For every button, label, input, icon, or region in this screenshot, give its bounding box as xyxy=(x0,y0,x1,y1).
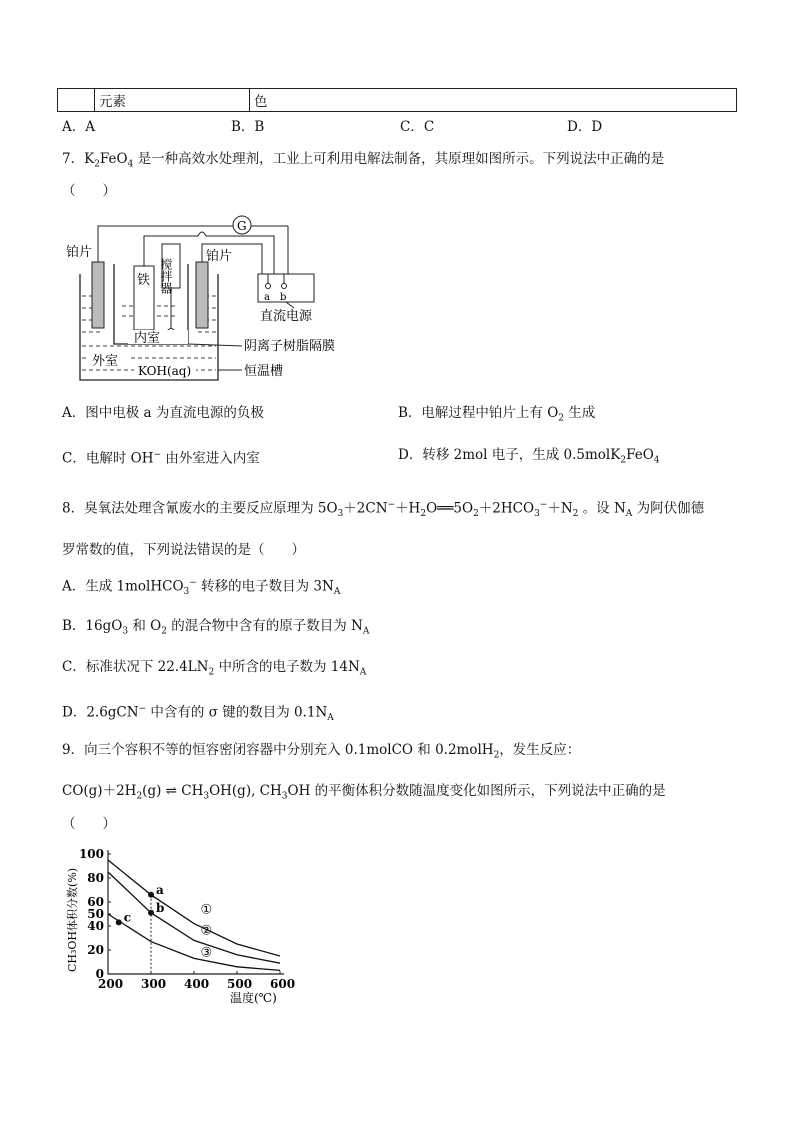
point-a xyxy=(148,892,154,898)
q8-stem-line1: 8．臭氧法处理含氰废水的主要反应原理为 $5O_3+2CN^-+H_2O══5O_2+2HCO_3^-+N_2$ 。设 $N_A$ 为阿伏伽德 xyxy=(62,500,705,520)
electrolysis-diagram xyxy=(62,208,342,384)
series-line-2 xyxy=(108,872,280,963)
y-tick-label: 20 xyxy=(87,943,104,957)
q7-stem: 7．$K_2FeO_4$ 是一种高效水处理剂，工业上可利用电解法制备，其原理如图所示。下列说法中正确的是 xyxy=(62,151,665,170)
series-label-2: ② xyxy=(200,923,213,939)
q6-option-a: A．A xyxy=(62,119,95,135)
terminal-b-label: b xyxy=(280,292,287,303)
power-source-label: 直流电源 xyxy=(260,309,313,324)
series-label-3: ③ xyxy=(200,945,213,961)
koh-label: KOH(aq) xyxy=(138,364,192,378)
q7-option-d: D．转移 2mol 电子，生成 0.5molK$_2$FeO$_4$ xyxy=(398,447,660,466)
galvanometer-label: G xyxy=(237,219,247,233)
q6-option-d: D．D xyxy=(567,119,603,135)
y-tick-label: 50 xyxy=(87,907,104,921)
bath-label: 恒温槽 xyxy=(244,364,284,379)
series-label-1: ① xyxy=(200,902,213,918)
left-platinum-label: 铂片 xyxy=(66,245,93,260)
table-cell-color: 色 xyxy=(250,89,737,112)
element-color-table xyxy=(57,88,737,112)
q6-option-b: B．B xyxy=(231,119,265,135)
point-label-b: b xyxy=(156,900,165,915)
methanol-fraction-chart xyxy=(62,842,302,1020)
terminal-a-label: a xyxy=(264,292,270,303)
x-tick-label: 600 xyxy=(270,977,296,991)
point-label-a: a xyxy=(156,882,164,897)
y-tick-label: 80 xyxy=(87,871,104,885)
q8-option-d: D．2.6gCN− 中含有的 σ 键的数目为 $0.1N_A$ xyxy=(62,704,334,724)
x-tick-label: 200 xyxy=(98,977,124,991)
q8-option-a: A．生成 1molHCO$_3$− 转移的电子数目为 $3N_A$ xyxy=(62,578,341,598)
q6-options xyxy=(62,118,742,136)
y-tick-label: 0 xyxy=(95,967,104,981)
table-row xyxy=(58,89,737,112)
y-axis-label: CH₃OH体积分数(%) xyxy=(66,867,79,972)
q7-option-a: A．图中电极 a 为直流电源的负极 xyxy=(62,405,264,421)
iron-label: 铁 xyxy=(137,273,151,288)
q7-paren: （ ） xyxy=(62,183,116,199)
q8-option-c: C．标准状况下 $22.4LN_2$ 中所含的电子数为 $14N_A$ xyxy=(62,659,367,678)
x-tick-label: 300 xyxy=(141,977,167,991)
x-axis-label: 温度(℃) xyxy=(230,991,277,1005)
x-tick-label: 400 xyxy=(184,977,210,991)
table-cell-element: 元素 xyxy=(95,89,250,112)
q9-stem-line2: $CO(g)+2H_2(g)$ ⇌ $CH_3OH(g)$, $CH_3OH$ 的平衡体积分数随温度变化如图所示，下列说法中正确的是 xyxy=(62,783,666,802)
inner-chamber-label: 内室 xyxy=(134,331,161,346)
q9-paren: （ ） xyxy=(62,816,116,832)
q9-stem-line1: 9．向三个容积不等的恒容密闭容器中分别充入 0.1molCO 和 0.2molH$_2$，发生反应： xyxy=(62,742,581,761)
table-cell-blank xyxy=(58,89,95,112)
q7-option-b: B．电解过程中铂片上有 $O_2$ 生成 xyxy=(398,405,596,424)
q8-option-b: B．$16gO_3$ 和 $O_2$ 的混合物中含有的原子数目为 $N_A$ xyxy=(62,618,370,637)
q7-option-c: C．电解时 OH− 由外室进入内室 xyxy=(62,450,260,467)
q6-option-c: C．C xyxy=(400,119,435,135)
right-platinum-label: 铂片 xyxy=(206,249,233,264)
point-label-c: c xyxy=(123,910,132,925)
q8-stem-line2: 罗常数的值，下列说法错误的是（ ） xyxy=(62,542,305,558)
point-b xyxy=(148,910,154,916)
x-tick-label: 500 xyxy=(227,977,253,991)
y-tick-label: 40 xyxy=(87,919,104,933)
y-tick-label: 60 xyxy=(87,895,104,909)
stirrer-label: 搅拌器 xyxy=(159,258,173,294)
series-line-3 xyxy=(108,914,280,970)
y-tick-label: 100 xyxy=(78,847,104,861)
series-line-1 xyxy=(108,860,280,956)
chart-axes xyxy=(108,850,284,974)
point-c xyxy=(116,919,122,925)
outer-chamber-label: 外室 xyxy=(92,354,119,369)
membrane-label: 阴离子树脂隔膜 xyxy=(244,339,336,354)
